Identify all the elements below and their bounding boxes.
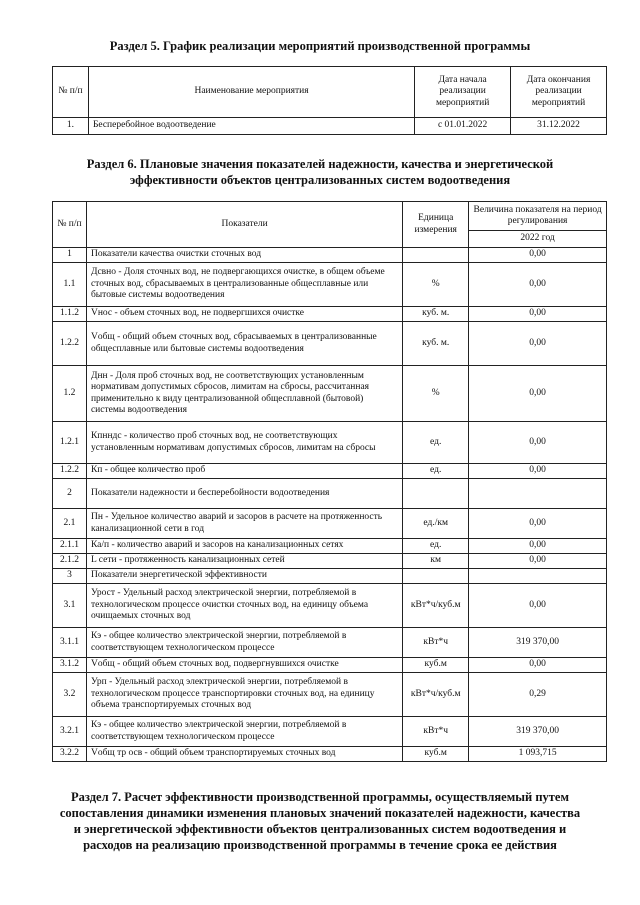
- indicator-name: Кэ - общее количество электрической энергии, потребляемой в соответствующем технологическом процессе: [86, 628, 402, 658]
- section7-title-line: и энергетической эффективности объектов централизованных систем водоотведения и: [73, 822, 567, 836]
- row-num: 1.2.1: [53, 422, 87, 464]
- indicator-name: Показатели энергетической эффективности: [86, 569, 402, 584]
- indicator-value: 0,00: [469, 509, 607, 539]
- row-num: 3.1.2: [53, 658, 87, 673]
- indicator-value: [469, 479, 607, 509]
- indicator-value: 319 370,00: [469, 628, 607, 658]
- table-row: [53, 118, 607, 135]
- table-row: [53, 479, 607, 509]
- row-num: 3.2.2: [53, 747, 87, 762]
- row-num: 3: [53, 569, 87, 584]
- indicator-unit: [403, 479, 469, 509]
- indicator-value: 0,00: [469, 584, 607, 628]
- indicator-name: L сети - протяженность канализационных сетей: [86, 554, 402, 569]
- row-num: 1.1.2: [53, 307, 87, 322]
- row-num: 1: [53, 248, 87, 263]
- header-unit: Единица измерения: [403, 202, 469, 248]
- indicator-name: Дсвно - Доля сточных вод, не подвергающихся очистке, в общем объеме сточных вод, сбрасываемых в централизованные общесплавные или бытовые системы водоотведения: [86, 263, 402, 307]
- header-year: 2022 год: [469, 231, 607, 248]
- indicator-value: 0,00: [469, 263, 607, 307]
- section7-title: [0, 789, 640, 853]
- header-indicator: Показатели: [86, 202, 402, 248]
- table-row: [53, 307, 607, 322]
- row-num: 2.1.2: [53, 554, 87, 569]
- row-num: 1.2: [53, 366, 87, 422]
- activity-name: Бесперебойное водоотведение: [88, 118, 414, 135]
- row-num: 2.1: [53, 509, 87, 539]
- table-row: [53, 464, 607, 479]
- row-num: 3.2: [53, 673, 87, 717]
- table-row: [53, 263, 607, 307]
- indicator-unit: ед.: [403, 464, 469, 479]
- indicator-value: [469, 569, 607, 584]
- indicator-value: 0,00: [469, 554, 607, 569]
- section7-title-line: расходов на реализацию производственной программы в течение срока ее действия: [83, 838, 557, 852]
- indicator-value: 0,00: [469, 539, 607, 554]
- indicator-name: Показатели надежности и бесперебойности водоотведения: [86, 479, 402, 509]
- indicator-value: 0,00: [469, 248, 607, 263]
- table-row: [53, 539, 607, 554]
- end-date: 31.12.2022: [511, 118, 607, 135]
- section5-title: Раздел 5. График реализации мероприятий производственной программы: [109, 39, 531, 53]
- section7-title-line: сопоставления динамики изменения плановых значений показателей надежности, качества: [59, 806, 581, 820]
- indicator-name: Vобщ тр осв - общий объем транспортируемых сточных вод: [86, 747, 402, 762]
- table-row: [53, 747, 607, 762]
- indicator-unit: км: [403, 554, 469, 569]
- indicator-name: Кп - общее количество проб: [86, 464, 402, 479]
- section7-title-line: Раздел 7. Расчет эффективности производственной программы, осуществляемый путем: [71, 790, 569, 804]
- header-value-group: Величина показателя на период регулирования: [469, 202, 607, 231]
- indicator-value: 0,00: [469, 658, 607, 673]
- indicator-value: 0,00: [469, 322, 607, 366]
- indicator-name: Vобщ - общий объем сточных вод, подвергнувшихся очистке: [86, 658, 402, 673]
- indicators-header-row: [53, 202, 607, 231]
- indicator-name: Vобщ - общий объем сточных вод, сбрасываемых в централизованные общесплавные или бытовые системы водоотведения: [86, 322, 402, 366]
- indicator-unit: кВт*ч: [403, 717, 469, 747]
- header-start-date: Дата начала реализации мероприятий: [415, 67, 511, 118]
- indicator-value: 319 370,00: [469, 717, 607, 747]
- row-num: 3.2.1: [53, 717, 87, 747]
- indicator-name: Vнос - объем сточных вод, не подвергшихся очистке: [86, 307, 402, 322]
- indicator-unit: [403, 248, 469, 263]
- header-num: № п/п: [53, 202, 87, 248]
- indicator-name: Кпнндс - количество проб сточных вод, не соответствующих установленным нормативам допустимых сбросов, лимитам на сбросы: [86, 422, 402, 464]
- table-row: [53, 658, 607, 673]
- indicator-unit: %: [403, 366, 469, 422]
- table-row: [53, 554, 607, 569]
- table-row: [53, 422, 607, 464]
- indicator-unit: ед.: [403, 422, 469, 464]
- indicator-name: Показатели качества очистки сточных вод: [86, 248, 402, 263]
- indicator-value: 0,00: [469, 307, 607, 322]
- row-num: 2: [53, 479, 87, 509]
- indicator-name: Днн - Доля проб сточных вод, не соответствующих установленным нормативам допустимых сбросов, лимитам на сбросы, рассчитанная применительно к виду централизованной общесплавной (бытовой) системы водоотведения: [86, 366, 402, 422]
- row-num: 1.2.2: [53, 464, 87, 479]
- table-row: [53, 569, 607, 584]
- indicator-unit: куб. м.: [403, 307, 469, 322]
- header-activity-name: Наименование мероприятия: [88, 67, 414, 118]
- indicator-unit: куб.м: [403, 747, 469, 762]
- indicator-name: Урп - Удельный расход электрической энергии, потребляемой в технологическом процессе транспортировки сточных вод, на единицу объема транспортируемых сточных вод: [86, 673, 402, 717]
- header-end-date: Дата окончания реализации мероприятий: [511, 67, 607, 118]
- indicator-unit: кВт*ч/куб.м: [403, 673, 469, 717]
- start-date: с 01.01.2022: [415, 118, 511, 135]
- table-row: [53, 673, 607, 717]
- section6-title: [0, 156, 640, 188]
- table-row: [53, 322, 607, 366]
- row-num: 1.: [53, 118, 89, 135]
- row-num: 1.1: [53, 263, 87, 307]
- section6-title-line1: Раздел 6. Плановые значения показателей надежности, качества и энергетической: [86, 157, 554, 171]
- indicator-value: 0,00: [469, 422, 607, 464]
- indicator-value: 0,00: [469, 366, 607, 422]
- table-row: [53, 366, 607, 422]
- indicator-name: Кэ - общее количество электрической энергии, потребляемой в соответствующем технологическом процессе: [86, 717, 402, 747]
- table-row: [53, 509, 607, 539]
- indicator-unit: ед./км: [403, 509, 469, 539]
- indicator-value: 0,29: [469, 673, 607, 717]
- indicator-name: Урост - Удельный расход электрической энергии, потребляемой в технологическом процессе очистки сточных вод, на единицу объема очищаемых сточных вод: [86, 584, 402, 628]
- table-row: [53, 628, 607, 658]
- schedule-table: [52, 66, 607, 135]
- indicator-unit: кВт*ч/куб.м: [403, 584, 469, 628]
- indicator-unit: ед.: [403, 539, 469, 554]
- indicators-table: [52, 201, 607, 762]
- table-row: [53, 717, 607, 747]
- indicator-unit: кВт*ч: [403, 628, 469, 658]
- indicator-value: 0,00: [469, 464, 607, 479]
- row-num: 3.1: [53, 584, 87, 628]
- indicator-unit: куб.м: [403, 658, 469, 673]
- row-num: 2.1.1: [53, 539, 87, 554]
- header-num: № п/п: [53, 67, 89, 118]
- schedule-header-row: [53, 67, 607, 118]
- row-num: 1.2.2: [53, 322, 87, 366]
- section6-title-line2: эффективности объектов централизованных систем водоотведения: [129, 173, 511, 187]
- table-row: [53, 248, 607, 263]
- indicator-value: 1 093,715: [469, 747, 607, 762]
- indicator-unit: [403, 569, 469, 584]
- indicator-unit: %: [403, 263, 469, 307]
- indicator-name: Пн - Удельное количество аварий и засоров в расчете на протяженность канализационной сети в год: [86, 509, 402, 539]
- indicator-unit: куб. м.: [403, 322, 469, 366]
- indicator-name: Ка/п - количество аварий и засоров на канализационных сетях: [86, 539, 402, 554]
- table-row: [53, 584, 607, 628]
- row-num: 3.1.1: [53, 628, 87, 658]
